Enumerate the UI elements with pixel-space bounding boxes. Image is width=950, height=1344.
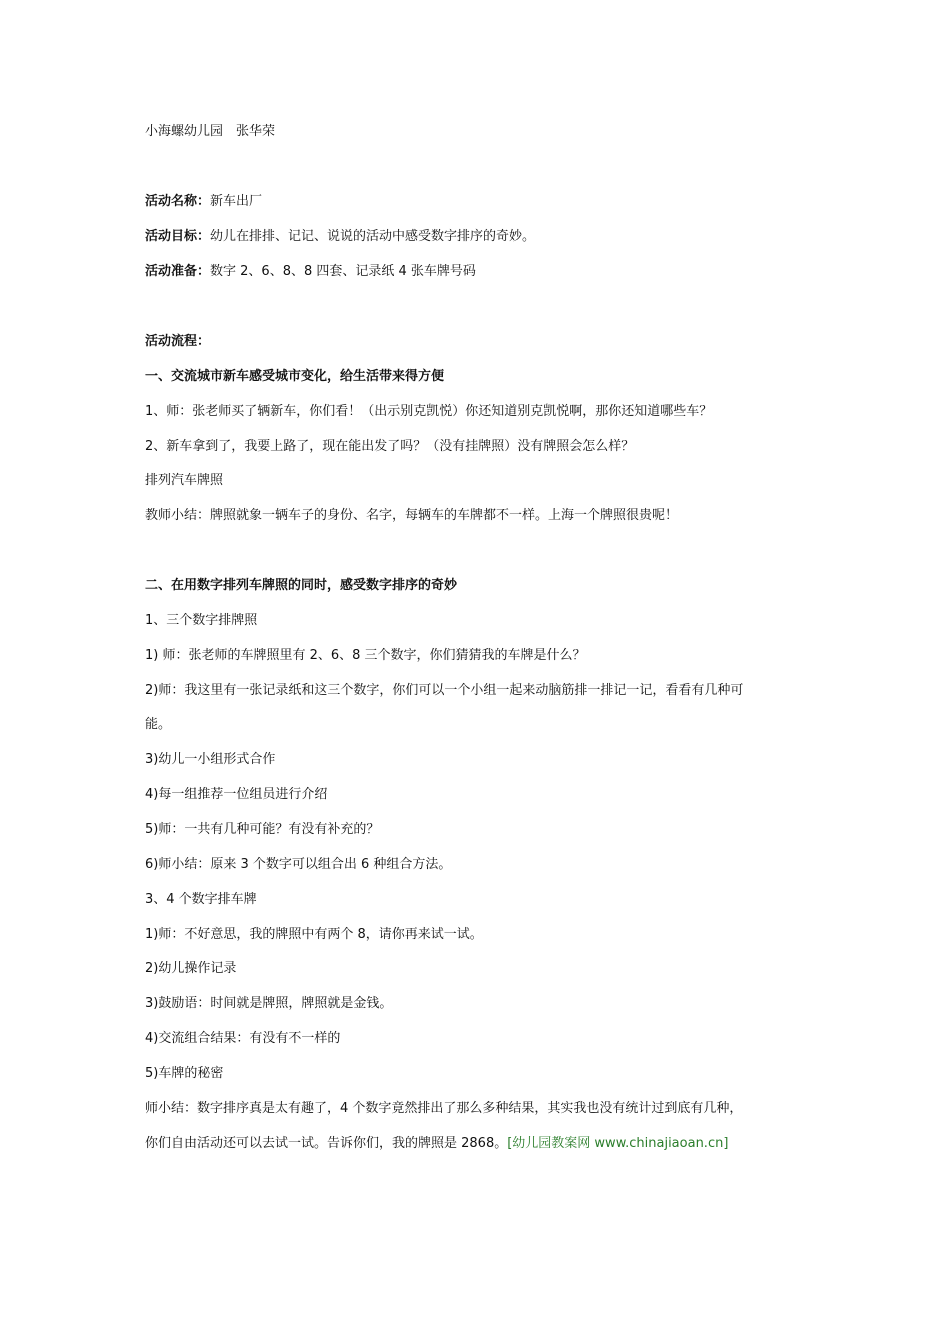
section1-line: 1、师：张老师买了辆新车，你们看！（出示别克凯悦）你还知道别克凯悦啊，那你还知道哪些车？	[145, 404, 713, 419]
section2-title: 二、在用数字排列车牌照的同时，感受数字排序的奇妙	[145, 578, 458, 593]
section2-line: 3)幼儿一小组形式合作	[145, 752, 276, 767]
section2-line: 2)师：我这里有一张记录纸和这三个数字，你们可以一个小组一起来动脑筋排一排记一记，看看有几种可	[145, 683, 744, 698]
section2-line: 4)每一组推荐一位组员进行介绍	[145, 787, 328, 802]
section2-line: 2)幼儿操作记录	[145, 961, 237, 976]
section2-line: 4)交流组合结果：有没有不一样的	[145, 1031, 341, 1046]
section2-line: 3、4 个数字排车牌	[145, 892, 257, 907]
section2-line: 3)鼓励语：时间就是牌照，牌照就是金钱。	[145, 996, 393, 1011]
section2-line: 你们自由活动还可以去试一试。告诉你们，我的牌照是 2868。	[145, 1136, 508, 1151]
section1-title: 一、交流城市新车感受城市变化，给生活带来得方便	[145, 369, 445, 384]
section1-line: 2、新车拿到了，我要上路了，现在能出发了吗？（没有挂牌照）没有牌照会怎么样？	[145, 439, 635, 454]
source-link[interactable]: [幼儿园教案网 www.chinajiaoan.cn]	[507, 1136, 729, 1151]
section2-line: 能。	[145, 717, 172, 732]
activity-prep-value: 数字 2、6、8、8 四套、记录纸 4 张车牌号码	[210, 264, 476, 279]
section2-line: 5)车牌的秘密	[145, 1066, 224, 1081]
section2-line: 师小结：数字排序真是太有趣了，4 个数字竟然排出了那么多种结果，其实我也没有统计过到底有几种，	[145, 1101, 743, 1116]
author-line: 小海螺幼儿园 张华荣	[145, 124, 276, 139]
section2-line: 1)师：不好意思，我的牌照中有两个 8，请你再来试一试。	[145, 927, 483, 942]
section2-line: 1、三个数字排牌照	[145, 613, 258, 628]
section2-line: 1) 师：张老师的车牌照里有 2、6、8 三个数字，你们猜猜我的车牌是什么？	[145, 648, 586, 663]
activity-prep-row	[145, 262, 476, 282]
activity-goal-value: 幼儿在排排、记记、说说的活动中感受数字排序的奇妙。	[210, 229, 536, 244]
section1-line: 排列汽车牌照	[145, 473, 224, 488]
activity-prep-label: 活动准备：	[145, 264, 211, 279]
activity-goal-label: 活动目标：	[145, 229, 211, 244]
section2-line: 5)师：一共有几种可能？有没有补充的？	[145, 822, 380, 837]
process-heading: 活动流程：	[145, 334, 211, 349]
activity-goal-row	[145, 227, 535, 247]
section2-line: 6)师小结：原来 3 个数字可以组合出 6 种组合方法。	[145, 857, 452, 872]
activity-name-row	[145, 192, 262, 212]
activity-name-label: 活动名称：	[145, 194, 211, 209]
activity-name-value: 新车出厂	[210, 194, 263, 209]
section2-last-row	[145, 1134, 728, 1154]
section1-line: 教师小结：牌照就象一辆车子的身份、名字，每辆车的车牌都不一样。上海一个牌照很贵呢！	[145, 508, 679, 523]
